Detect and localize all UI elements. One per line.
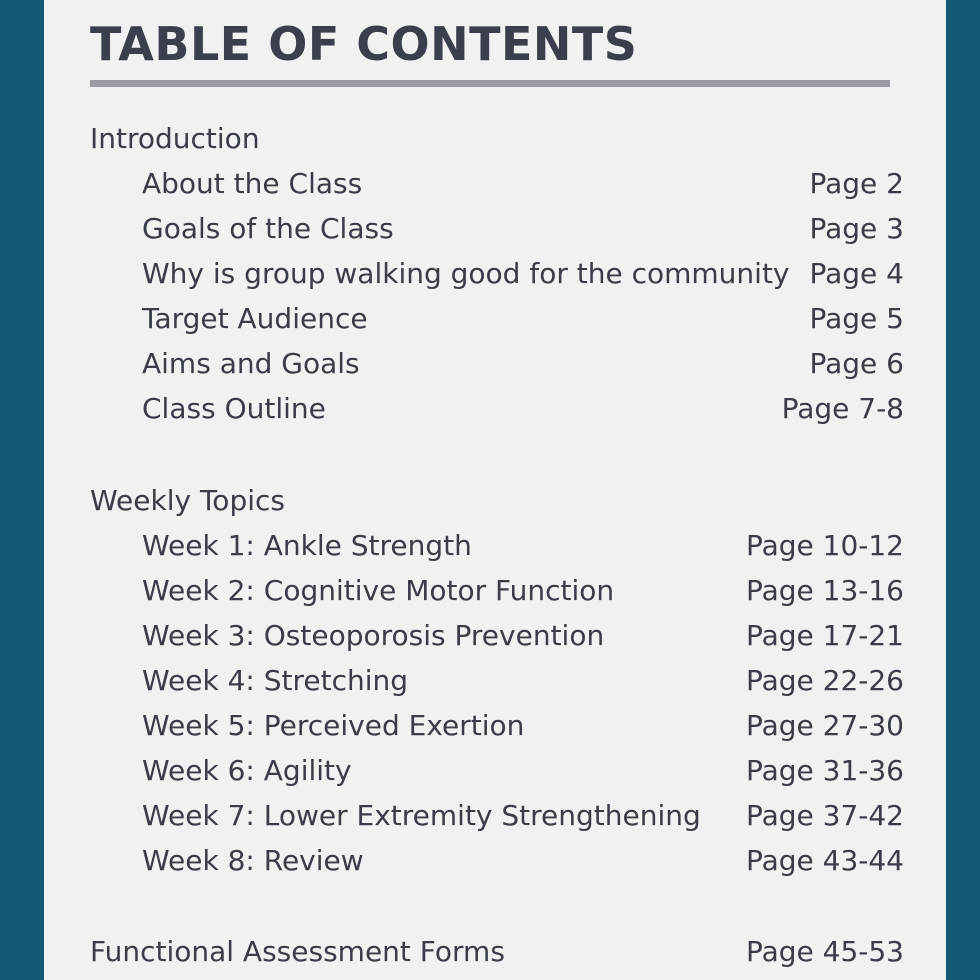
- toc-entry-label: Week 8: Review: [142, 844, 364, 877]
- toc-entry-page: Page 31-36: [745, 754, 904, 787]
- toc-entry-label: Week 7: Lower Extremity Strengthening: [142, 799, 701, 832]
- section-heading-introduction: Introduction: [90, 122, 260, 155]
- toc-entry-page: Page 4: [809, 257, 904, 290]
- toc-entry-page: Page 13-16: [745, 574, 904, 607]
- toc-entry-page: Page 2: [809, 167, 904, 200]
- document-page: [44, 0, 946, 980]
- section-heading-weekly-topics: Weekly Topics: [90, 484, 285, 517]
- toc-entry-functional-assessment-label: Functional Assessment Forms: [90, 935, 505, 968]
- toc-entry-label: Week 6: Agility: [142, 754, 352, 787]
- toc-entry-label: Week 4: Stretching: [142, 664, 409, 697]
- toc-entry-page: Page 27-30: [745, 709, 904, 742]
- toc-entry-page: Page 22-26: [745, 664, 904, 697]
- page-title: TABLE OF CONTENTS: [90, 17, 638, 71]
- toc-entry-label: Why is group walking good for the community: [142, 257, 790, 290]
- toc-entry-label: Aims and Goals: [142, 347, 360, 380]
- title-divider: [90, 80, 890, 87]
- toc-entry-page: Page 10-12: [745, 529, 904, 562]
- toc-entry-label: Week 3: Osteoporosis Prevention: [142, 619, 605, 652]
- toc-entry-label: About the Class: [142, 167, 363, 200]
- toc-entry-page: Page 3: [809, 212, 904, 245]
- toc-entry-label: Goals of the Class: [142, 212, 394, 245]
- toc-entry-label: Week 5: Perceived Exertion: [142, 709, 525, 742]
- toc-entry-page: Page 7-8: [781, 392, 904, 425]
- toc-entry-page: Page 6: [809, 347, 904, 380]
- toc-entry-page: Page 37-42: [745, 799, 904, 832]
- toc-entry-page: Page 43-44: [745, 844, 904, 877]
- toc-entry-label: Target Audience: [142, 302, 368, 335]
- toc-entry-label: Week 2: Cognitive Motor Function: [142, 574, 615, 607]
- toc-entry-page: Page 17-21: [745, 619, 904, 652]
- toc-entry-page: Page 5: [809, 302, 904, 335]
- toc-entry-label: Week 1: Ankle Strength: [142, 529, 472, 562]
- toc-entry-label: Class Outline: [142, 392, 326, 425]
- toc-entry-functional-assessment-page: Page 45-53: [745, 935, 904, 968]
